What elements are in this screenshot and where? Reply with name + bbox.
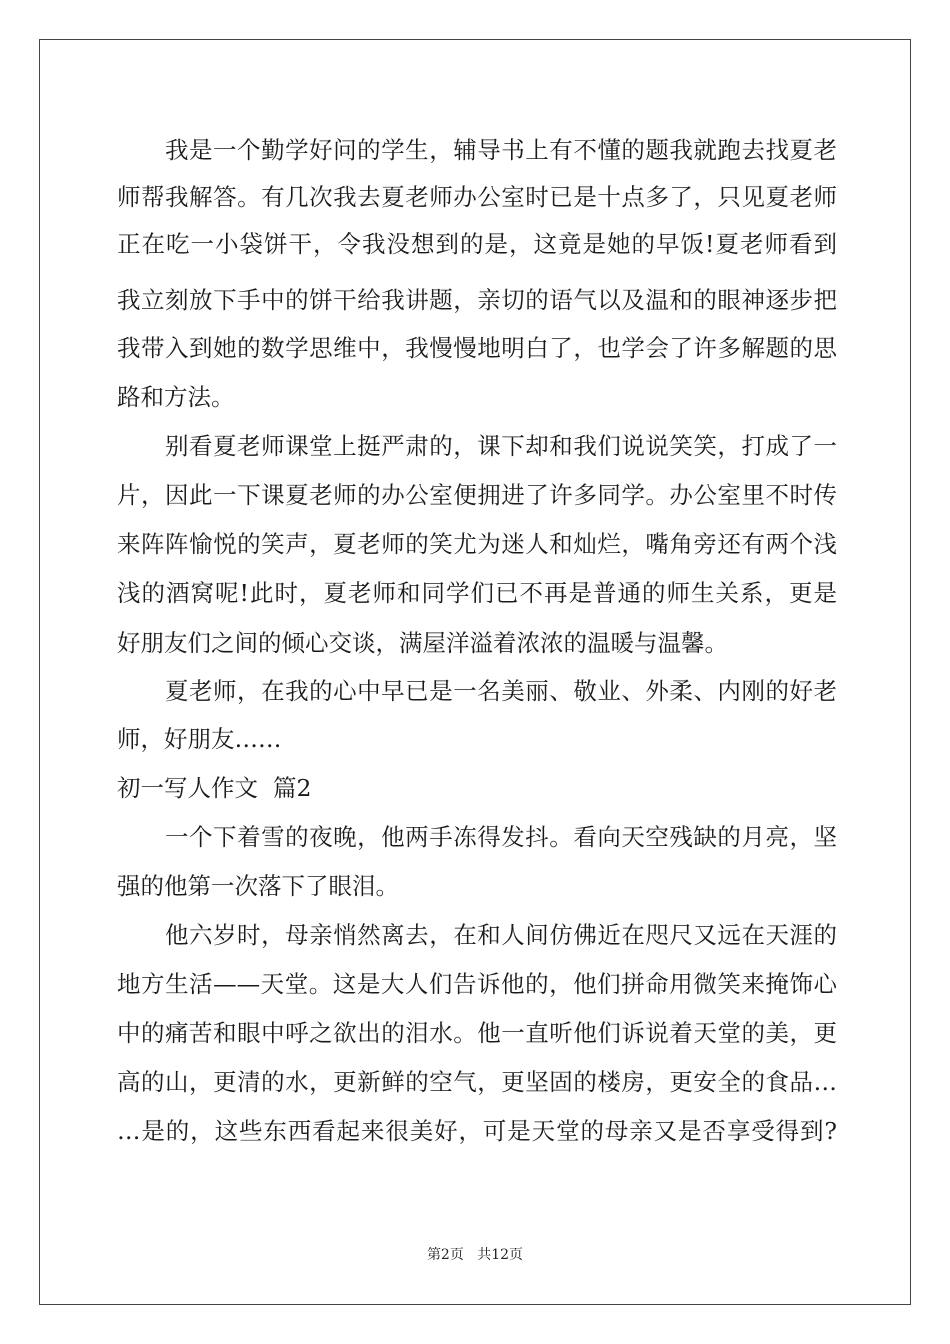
text-line: 我立刻放下手中的饼干给我讲题，亲切的语气以及温和的眼神逐步把 [117,286,837,314]
text-line: 夏老师，在我的心中早已是一名美丽、敬业、外柔、内刚的好老 [165,677,837,705]
page-number: 第2页 [426,1247,464,1263]
text-line: 地方生活——天堂。这是大人们告诉他的，他们拼命用微笑来掩饰心 [117,970,837,998]
section-heading: 初一写人作文 篇2 [117,774,312,802]
text-line: 高的山，更清的水，更新鲜的空气，更坚固的楼房，更安全的食品… [117,1068,837,1096]
text-line: 别看夏老师课堂上挺严肃的，课下却和我们说说笑笑，打成了一 [165,432,837,460]
page-total: 共12页 [477,1247,524,1263]
text-line: 路和方法。 [117,383,235,411]
text-line: 好朋友们之间的倾心交谈，满屋洋溢着浓浓的温暖与温馨。 [117,629,728,657]
text-line: 他六岁时，母亲悄然离去，在和人间仿佛近在咫尺又远在天涯的 [165,921,837,949]
text-line: 来阵阵愉悦的笑声，夏老师的笑尤为迷人和灿烂，嘴角旁还有两个浅 [117,530,837,558]
text-line: 我带入到她的数学思维中，我慢慢地明白了，也学会了许多解题的思 [117,334,837,362]
text-line: …是的，这些东西看起来很美好，可是天堂的母亲又是否享受得到? [117,1117,837,1145]
text-line: 浅的酒窝呢!此时，夏老师和同学们已不再是普通的师生关系，更是 [117,579,837,607]
text-line: 一个下着雪的夜晚，他两手冻得发抖。看向天空残缺的月亮，坚 [165,823,837,851]
text-line: 我是一个勤学好问的学生，辅导书上有不懂的题我就跑去找夏老 [165,136,837,164]
page-footer [0,1244,950,1264]
text-line: 强的他第一次落下了眼泪。 [117,872,399,900]
text-line: 师，好朋友…… [117,725,282,753]
text-line: 中的痛苦和眼中呼之欲出的泪水。他一直听他们诉说着天堂的美，更 [117,1019,837,1047]
text-line: 片，因此一下课夏老师的办公室便拥进了许多同学。办公室里不时传 [117,481,837,509]
text-line: 正在吃一小袋饼干，令我没想到的是，这竟是她的早饭!夏老师看到 [117,230,837,258]
text-line: 师帮我解答。有几次我去夏老师办公室时已是十点多了，只见夏老师 [117,183,837,211]
